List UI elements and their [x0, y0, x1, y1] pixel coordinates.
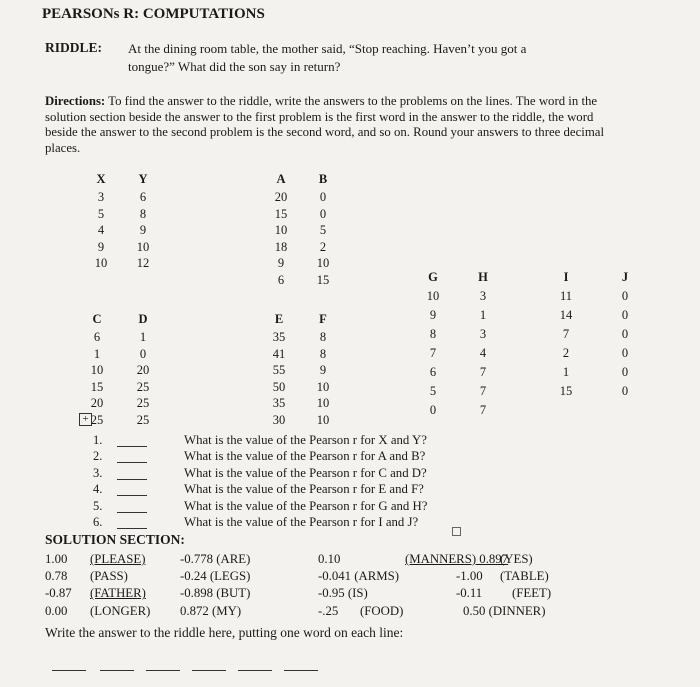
- solution-entry: -.25: [318, 603, 339, 618]
- table-cell: 10: [274, 223, 288, 237]
- table-cell: 15: [274, 206, 288, 221]
- table-cd-header-1: C: [92, 312, 102, 326]
- table-cell: 15: [316, 272, 330, 287]
- solution-entry: (YES): [500, 552, 533, 566]
- table-cell: 30: [272, 412, 286, 427]
- solution-entry: -0.11: [456, 586, 483, 601]
- table-cell: 10: [316, 379, 330, 394]
- solution-entry: -1.00: [456, 569, 483, 584]
- table-cell: 8: [319, 346, 327, 361]
- solution-entry: -0.24 (LEGS): [180, 569, 251, 584]
- solution-entry: 0.872 (MY): [180, 603, 242, 618]
- table-cell: 9: [319, 363, 327, 377]
- table-cell: 0: [621, 327, 629, 341]
- table-cell: 55: [272, 363, 286, 377]
- table-ef-header-1: E: [274, 312, 284, 326]
- answer-blank[interactable]: [117, 462, 147, 463]
- answer-blank[interactable]: [117, 446, 147, 447]
- solution-entry: (FATHER): [90, 586, 146, 601]
- answer-blank[interactable]: [117, 512, 147, 513]
- table-cell: 41: [272, 346, 286, 361]
- table-cell: 6: [139, 190, 147, 204]
- table-cell: 25: [136, 412, 150, 427]
- table-cell: 6: [277, 272, 285, 287]
- table-cell: 5: [429, 384, 437, 398]
- table-cell: 9: [139, 223, 147, 237]
- table-cell: 10: [94, 256, 108, 270]
- solution-entry: 0.50 (DINNER): [463, 603, 546, 618]
- table-cell: 7: [429, 346, 437, 360]
- table-cell: 11: [559, 289, 573, 303]
- question-number: 2.: [93, 449, 103, 464]
- table-cell: 0: [139, 346, 147, 361]
- answer-blank[interactable]: [117, 528, 147, 529]
- solution-entry: 0.00: [45, 603, 68, 618]
- table-cell: 8: [429, 327, 437, 341]
- table-ij-header-1: I: [563, 270, 569, 284]
- table-cell: 0: [319, 190, 327, 204]
- answer-line-2[interactable]: [100, 670, 134, 671]
- table-cell: 14: [559, 308, 573, 322]
- table-cell: 10: [426, 289, 440, 303]
- table-cell: 25: [90, 412, 104, 427]
- table-cell: 6: [93, 330, 101, 344]
- answer-line-6[interactable]: [284, 670, 318, 671]
- table-cell: 20: [274, 190, 288, 204]
- solution-entry: -0.778 (ARE): [180, 552, 251, 566]
- solution-entry: (PLEASE): [90, 552, 146, 566]
- question-text: What is the value of the Pearson r for G and H?: [184, 498, 428, 513]
- table-cell: 1: [562, 365, 570, 379]
- table-cell: 0: [429, 403, 437, 417]
- answer-line-4[interactable]: [192, 670, 226, 671]
- table-cell: 15: [559, 384, 573, 398]
- table-ij-header-2: J: [621, 270, 629, 284]
- table-cell: 1: [93, 346, 101, 361]
- table-cell: 10: [136, 239, 150, 254]
- answer-line-3[interactable]: [146, 670, 180, 671]
- page-title: PEARSONs R: COMPUTATIONS: [42, 6, 265, 22]
- question-number: 6.: [93, 515, 103, 529]
- table-cell: 10: [316, 256, 330, 270]
- answer-blank[interactable]: [117, 479, 147, 480]
- table-cell: 5: [319, 223, 327, 237]
- table-ef-header-2: F: [319, 312, 327, 326]
- riddle-text: [128, 40, 598, 76]
- solution-entry: (LONGER): [90, 603, 151, 618]
- riddle-line-1: At the dining room table, the mother said, “Stop reaching. Haven’t you got a: [128, 41, 527, 56]
- table-cell: 35: [272, 330, 286, 344]
- directions-text: To find the answer to the riddle, write the answers to the problems on the lines. The word in the solution section beside the answer to the first problem is the first word in the answer to the riddle, the word beside the answer to the second problem is the second word, and so on. Round your answers to three decimal places.: [45, 94, 605, 155]
- question-text: What is the value of the Pearson r for C and D?: [184, 465, 427, 480]
- solution-entry: (PASS): [90, 569, 128, 584]
- table-cell: 6: [429, 365, 437, 379]
- table-cell: 25: [136, 396, 150, 410]
- table-cell: 0: [621, 346, 629, 360]
- question-text: What is the value of the Pearson r for A and B?: [184, 449, 426, 464]
- table-cell: 5: [97, 206, 105, 221]
- table-cell: 10: [90, 363, 104, 377]
- checkbox-icon: [452, 527, 461, 536]
- table-cell: 0: [621, 308, 629, 322]
- solution-entry: (FOOD): [360, 603, 404, 618]
- table-cd-header-2: D: [138, 312, 148, 326]
- table-cell: 20: [136, 363, 150, 377]
- directions-label: Directions:: [45, 94, 106, 108]
- answer-line-5[interactable]: [238, 670, 272, 671]
- table-gh-header-1: G: [428, 270, 438, 284]
- table-cell: 1: [139, 330, 147, 344]
- question-text: What is the value of the Pearson r for X and Y?: [184, 433, 427, 447]
- final-instruction: Write the answer to the riddle here, putting one word on each line:: [45, 625, 404, 640]
- question-text: What is the value of the Pearson r for I and J?: [184, 515, 419, 529]
- riddle-label: RIDDLE:: [45, 40, 103, 55]
- solution-entry: -0.87: [45, 586, 72, 601]
- question-number: 3.: [93, 465, 103, 480]
- table-cell: 10: [316, 412, 330, 427]
- table-cell: 12: [136, 256, 150, 270]
- answer-blank[interactable]: [117, 495, 147, 496]
- table-cell: 35: [272, 396, 286, 410]
- table-cell: 15: [90, 379, 104, 394]
- solution-entry: (TABLE): [500, 569, 549, 584]
- solution-entry: (FEET): [512, 586, 552, 601]
- table-cell: 18: [274, 239, 288, 254]
- table-gh-header-2: H: [478, 270, 488, 284]
- table-cell: 0: [319, 206, 327, 221]
- table-cell: 3: [479, 289, 487, 303]
- table-cell: 4: [479, 346, 487, 360]
- table-cell: 7: [479, 384, 487, 398]
- table-cell: 3: [97, 190, 105, 204]
- solution-title: SOLUTION SECTION:: [45, 532, 185, 547]
- table-cell: 0: [621, 384, 629, 398]
- solution-entry: 1.00: [45, 552, 68, 566]
- solution-entry: 0.78: [45, 569, 68, 584]
- table-cell: 7: [479, 365, 487, 379]
- table-cell: 1: [479, 308, 487, 322]
- table-cell: 50: [272, 379, 286, 394]
- table-cell: 10: [316, 396, 330, 410]
- table-cell: 0: [621, 289, 629, 303]
- riddle-line-2: tongue?” What did the son say in return?: [128, 59, 341, 74]
- answer-line-1[interactable]: [52, 670, 86, 671]
- table-cell: 9: [97, 239, 105, 254]
- table-cell: 2: [319, 239, 327, 254]
- table-cell: 8: [139, 206, 147, 221]
- table-cell: 0: [621, 365, 629, 379]
- table-cell: 20: [90, 396, 104, 410]
- solution-entry: (MANNERS) 0.897: [405, 552, 509, 566]
- question-number: 1.: [93, 433, 103, 447]
- table-cell: 3: [479, 327, 487, 341]
- table-xy-header-1: X: [96, 172, 106, 186]
- table-ab-header-2: B: [318, 172, 328, 186]
- table-cell: 9: [277, 256, 285, 270]
- table-ab-header-1: A: [276, 172, 286, 186]
- plus-icon: +: [79, 413, 92, 426]
- table-cell: 25: [136, 379, 150, 394]
- table-cell: 4: [97, 223, 105, 237]
- question-number: 4.: [93, 482, 103, 497]
- question-text: What is the value of the Pearson r for E and F?: [184, 482, 424, 497]
- solution-entry: -0.898 (BUT): [180, 586, 251, 601]
- solution-entry: -0.95 (IS): [318, 586, 368, 601]
- table-cell: 9: [429, 308, 437, 322]
- table-xy-header-2: Y: [138, 172, 148, 186]
- table-cell: 7: [562, 327, 570, 341]
- table-cell: 7: [479, 403, 487, 417]
- directions: [45, 94, 605, 156]
- solution-entry: 0.10: [318, 552, 341, 566]
- solution-entry: -0.041 (ARMS): [318, 569, 400, 584]
- table-cell: 2: [562, 346, 570, 360]
- question-number: 5.: [93, 498, 103, 513]
- table-cell: 8: [319, 330, 327, 344]
